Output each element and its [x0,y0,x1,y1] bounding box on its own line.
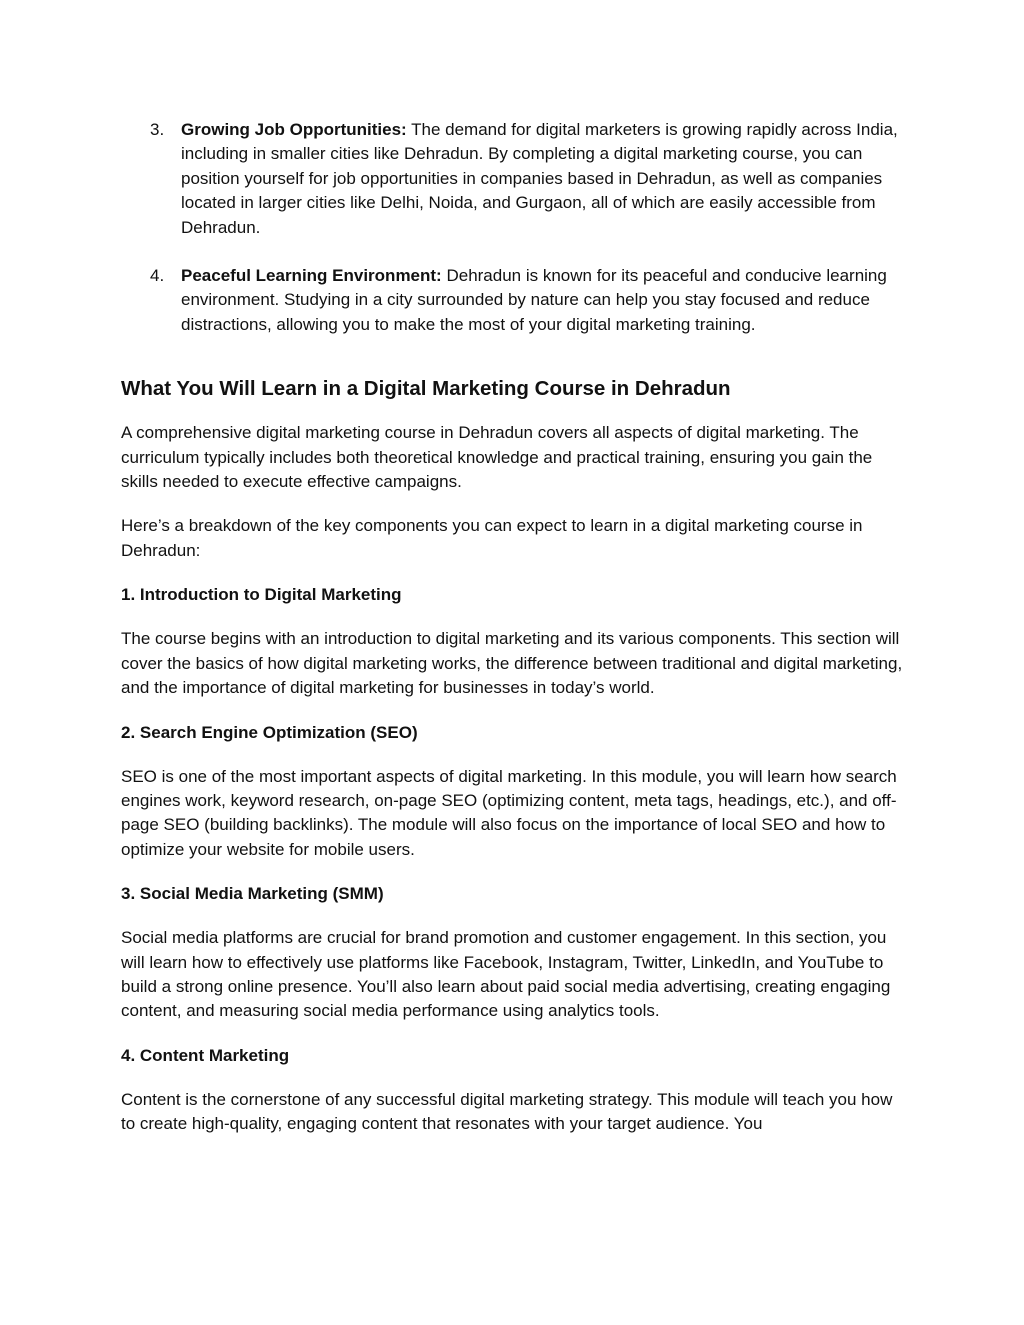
list-number: 3. [150,120,165,139]
module-heading-intro: 1. Introduction to Digital Marketing [121,585,402,605]
list-item-title: Growing Job Opportunities: [181,120,407,139]
list-item-text: The demand for digital marketers is growing rapidly across India, including in smaller cities like Dehradun. By completing a digital marketing course, you can position yourself for job opportunities in companies based in Dehradun, as well as companies located in larger cities like Delhi, Noida, and Gurgaon, all of which are easily accessible from Dehradun. [181,120,898,237]
list-item-job-opportunities [121,118,911,240]
module-body-content: Content is the cornerstone of any successful digital marketing strategy. This module will teach you how to create high-quality, engaging content that resonates with your target audience. You [121,1089,893,1134]
intro-paragraph-2: Here’s a breakdown of the key components you can expect to learn in a digital marketing course in Dehradun: [121,516,863,560]
intro-paragraph-1: A comprehensive digital marketing course in Dehradun covers all aspects of digital marketing. The curriculum typically includes both theoretical knowledge and practical training, ensuring you gain the skills needed to execute effective campaigns. [121,423,873,492]
module-heading-content: 4. Content Marketing [121,1045,290,1065]
document-page [121,118,911,1157]
list-item-title: Peaceful Learning Environment: [181,266,442,286]
module-body-intro: The course begins with an introduction to digital marketing and its various components. This section will cover the basics of how digital marketing works, the difference between traditional and digital marketing, and the importance of digital marketing for businesses in today’s world. [121,629,903,698]
module-heading-seo: 2. Search Engine Optimization (SEO) [121,722,418,742]
list-number: 4. [150,266,165,286]
module-heading-smm: 3. Social Media Marketing (SMM) [121,884,384,904]
list-item-learning-environment [121,264,911,337]
module-body-smm: Social media platforms are crucial for brand promotion and customer engagement. In this section, you will learn how to effectively use platforms like Facebook, Instagram, Twitter, LinkedIn, and YouTube to build a strong online presence. You’ll also learn about paid social media advertising, creating engaging content, and measuring social media performance using analytics tools. [121,928,891,1021]
module-body-seo: SEO is one of the most important aspects of digital marketing. In this module, you will learn how search engines work, keyword research, on-page SEO (optimizing content, meta tags, headings, etc.), and off-page SEO (building backlinks). The module will also focus on the importance of local SEO and how to optimize your website for mobile users. [121,766,897,859]
list-item-text: Dehradun is known for its peaceful and conducive learning environment. Studying in a city surrounded by nature can help you stay focused and reduce distractions, allowing you to make the most of your digital marketing training. [181,266,887,334]
section-heading: What You Will Learn in a Digital Marketing Course in Dehradun [121,377,731,401]
